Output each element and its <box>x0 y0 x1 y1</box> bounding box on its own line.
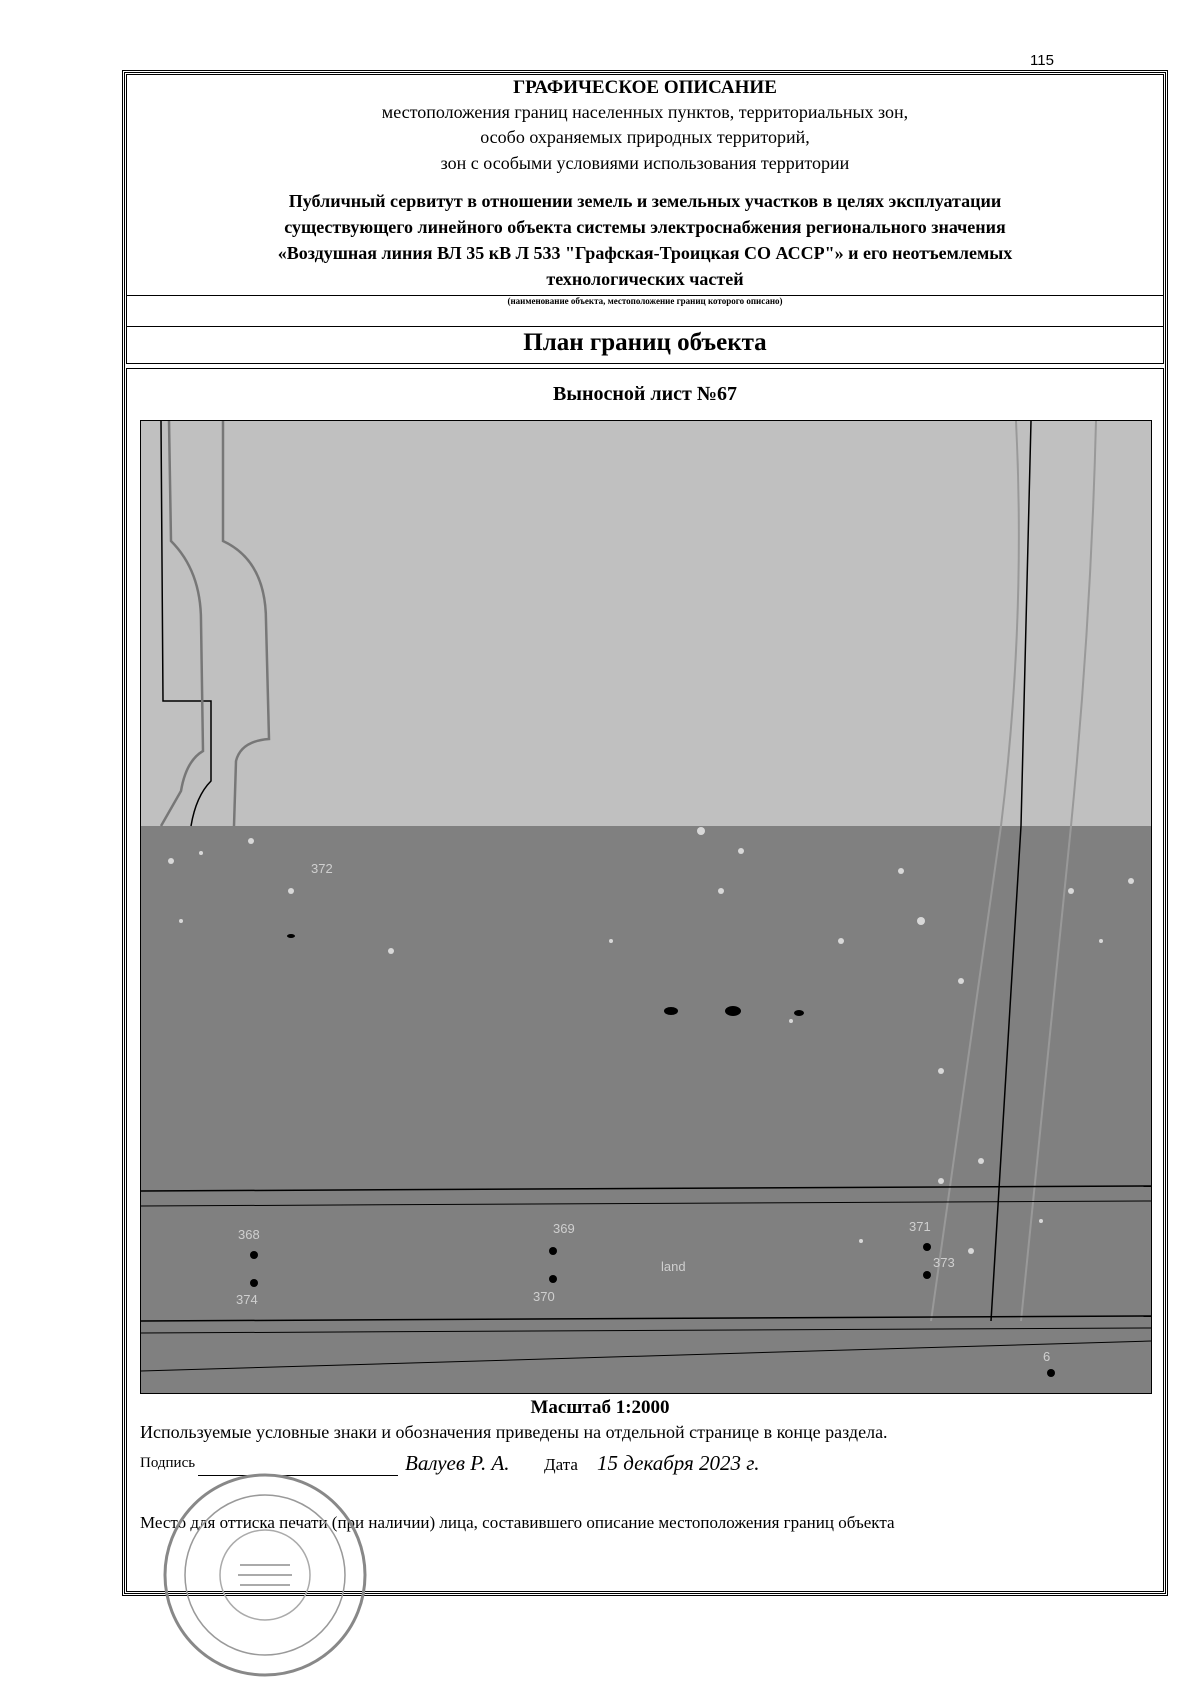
object-name-line: технологических частей <box>546 269 744 289</box>
signer-name: Валуев Р. А. <box>405 1451 510 1475</box>
document-title: ГРАФИЧЕСКОЕ ОПИСАНИЕ <box>513 77 777 98</box>
point-label: 6 <box>1043 1349 1051 1364</box>
point-label: 369 <box>553 1221 575 1236</box>
point-label: 371 <box>909 1219 931 1234</box>
object-caption: (наименование объекта, местоположение границ которого описано) <box>507 296 783 306</box>
point-label: 373 <box>933 1255 955 1270</box>
plan-title: План границ объекта <box>523 329 767 356</box>
divider <box>127 326 1163 327</box>
stamp-place-note: Место для оттиска печати (при наличии) лица, составившего описание местоположения границ объекта <box>140 1513 895 1532</box>
object-name-line: Публичный сервитут в отношении земель и земельных участков в целях эксплуатации <box>288 191 1002 211</box>
signature-label: Подпись <box>140 1455 196 1471</box>
date-label: Дата <box>544 1455 578 1474</box>
legend-note: Используемые условные знаки и обозначения приведены на отдельной странице в конце раздела. <box>140 1422 888 1442</box>
document-header <box>126 74 1164 364</box>
signature-line <box>198 1475 398 1476</box>
subtitle-line: зон с особыми условиями использования территории <box>440 153 850 173</box>
object-name-line: существующего линейного объекта системы электроснабжения регионального значения <box>284 217 1006 237</box>
date-value: 15 декабря 2023 г. <box>597 1451 760 1475</box>
subtitle-line: местоположения границ населенных пунктов, территориальных зон, <box>381 102 909 122</box>
point-label: 374 <box>236 1292 258 1307</box>
area-label: land <box>661 1259 686 1274</box>
map-scale: Масштаб 1:2000 <box>530 1397 670 1418</box>
point-label: 368 <box>238 1227 260 1242</box>
page-number: 115 <box>1030 52 1054 69</box>
point-label: 372 <box>311 861 333 876</box>
map-image <box>141 421 1151 1393</box>
upper-area <box>141 421 1151 826</box>
lower-area <box>141 826 1151 1393</box>
object-name-line: «Воздушная линия ВЛ 35 кВ Л 533 "Графская-Троицкая СО АССР"» и его неотъемлемых <box>277 243 1013 263</box>
subtitle-line: особо охраняемых природных территорий, <box>480 127 810 147</box>
sheet-title: Выносной лист №67 <box>553 383 737 405</box>
point-label: 370 <box>533 1289 555 1304</box>
boundary-map <box>140 420 1152 1394</box>
